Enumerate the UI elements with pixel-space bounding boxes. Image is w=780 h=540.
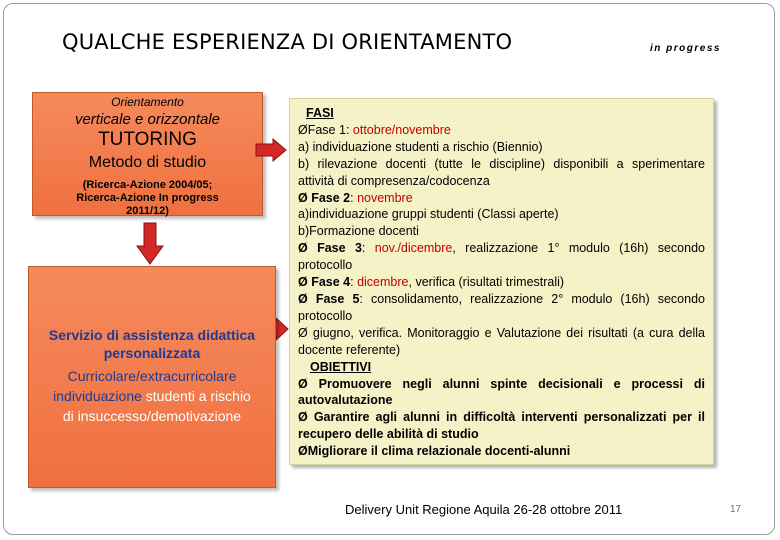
title-suffix: in progress bbox=[650, 43, 721, 54]
fase-4-period: dicembre bbox=[357, 275, 409, 290]
fase-2-label: Ø Fase 2 bbox=[298, 190, 351, 205]
servizio-line2-blue: individuazione bbox=[53, 388, 146, 404]
fase-1b: b) rilevazione docenti (tutte le discipline) disponibili a sperimentare attività di compresenza/codocenza bbox=[298, 156, 705, 188]
servizio-box bbox=[28, 266, 276, 488]
tutoring-note-b: Ricerca-Azione In progress bbox=[76, 192, 219, 204]
fase-2a: a)individuazione gruppi studenti (Classi aperte) bbox=[298, 207, 559, 222]
fase-4-rest: , verifica (risultati trimestrali) bbox=[408, 275, 565, 290]
obiettivo-2: Ø Garantire agli alunni in difficoltà interventi personalizzati per il recupero delle abilità di studio bbox=[298, 410, 705, 442]
fase-5 bbox=[298, 291, 705, 325]
fase-1-period: ottobre/novembre bbox=[352, 122, 451, 137]
fase-2b: b)Formazione docenti bbox=[298, 224, 419, 239]
obiettivi-heading: OBIETTIVI bbox=[310, 359, 372, 374]
obiettivo-1: Ø Promuovere negli alunni spinte decisionali e processi di autovalutazione bbox=[298, 376, 705, 408]
servizio-title-a: Servizio di assistenza didattica bbox=[48, 327, 256, 343]
obiettivo-3: ØMigliorare il clima relazionale docenti-alunni bbox=[298, 444, 571, 459]
page-number: 17 bbox=[730, 504, 742, 515]
fase-1a: a) individuazione studenti a rischio (Biennio) bbox=[298, 139, 543, 154]
fase-5-label: Ø Fase 5 bbox=[298, 291, 360, 306]
servizio-title bbox=[29, 326, 275, 362]
arrow-down-icon bbox=[136, 222, 164, 266]
tutoring-line1: Orientamento bbox=[111, 95, 184, 109]
servizio-line1: Curricolare/extracurricolare bbox=[67, 368, 237, 384]
fase-3-rest: , realizzazione 1° modulo (16h) secondo protocollo bbox=[298, 241, 705, 273]
fase-1-label: ØFase 1 bbox=[298, 122, 346, 137]
servizio-line2-white: studenti a rischio bbox=[145, 388, 251, 404]
slide-title: QUALCHE ESPERIENZA DI ORIENTAMENTO bbox=[62, 30, 513, 54]
fase-3-label: Ø Fase 3 bbox=[298, 241, 362, 256]
fasi-heading: FASI bbox=[306, 106, 334, 120]
fasi-box bbox=[289, 98, 714, 465]
slide-footer: Delivery Unit Regione Aquila 26-28 ottobre 2011 bbox=[345, 502, 623, 517]
servizio-line3: di insuccesso/demotivazione bbox=[62, 408, 242, 424]
fase-2-period: novembre bbox=[357, 190, 413, 205]
tutoring-note-a: (Ricerca-Azione 2004/05; bbox=[82, 179, 213, 191]
servizio-line2 bbox=[29, 386, 275, 406]
tutoring-research-note bbox=[33, 179, 262, 218]
arrow-right-icon bbox=[255, 138, 287, 162]
tutoring-box bbox=[32, 92, 263, 216]
fase-4-label: Ø Fase 4 bbox=[298, 275, 351, 290]
fase-3 bbox=[298, 240, 705, 274]
fase-3-colon: : bbox=[361, 241, 375, 256]
fase-1 bbox=[298, 122, 705, 139]
fase-3-period: nov./dicembre bbox=[374, 241, 453, 256]
servizio-title-b: personalizzata bbox=[103, 345, 201, 361]
tutoring-note-c: 2011/12) bbox=[126, 205, 169, 217]
fase-4-colon: : bbox=[350, 275, 358, 290]
fase-6: Ø giugno, verifica. Monitoraggio e Valutazione dei risultati (a cura della docente referente) bbox=[298, 325, 705, 357]
fase-1-colon: : bbox=[345, 122, 353, 137]
tutoring-heading: TUTORING bbox=[98, 129, 197, 150]
fase-4 bbox=[298, 274, 705, 291]
fase-2-colon: : bbox=[350, 190, 358, 205]
fase-5-rest: : consolidamento, realizzazione 2° modulo (16h) secondo protocollo bbox=[298, 291, 705, 323]
servizio-body bbox=[29, 366, 275, 426]
fase-2 bbox=[298, 190, 705, 207]
tutoring-line4: Metodo di studio bbox=[88, 154, 207, 171]
tutoring-line2: verticale e orizzontale bbox=[74, 111, 221, 128]
